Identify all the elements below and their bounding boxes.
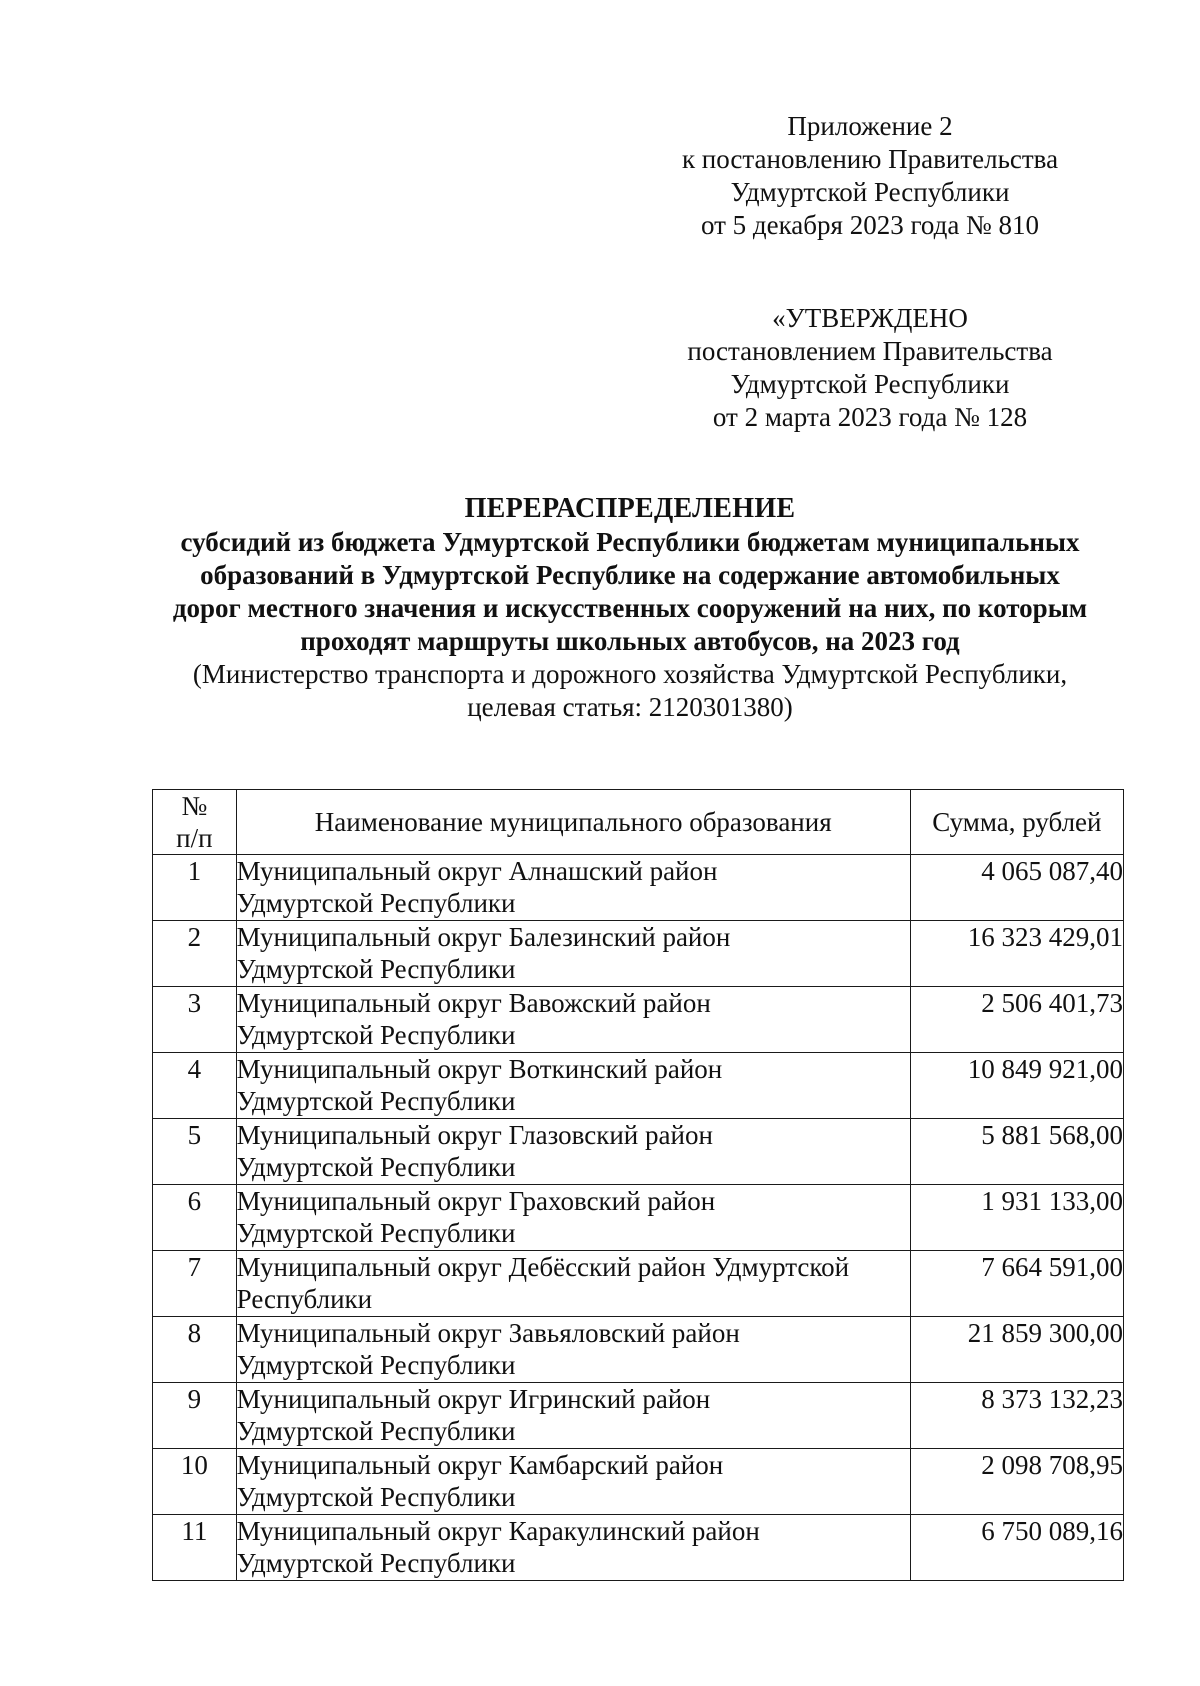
row-number: 11	[153, 1515, 237, 1581]
table-row	[153, 1251, 1124, 1317]
row-name	[236, 1119, 910, 1185]
appendix-line: к постановлению Правительства	[681, 144, 1059, 174]
row-name-line: Удмуртской Республики	[236, 888, 516, 918]
row-name-line: Муниципальный округ Дебёсский район Удмуртской	[236, 1252, 850, 1282]
row-name	[236, 855, 910, 921]
table-row	[153, 1383, 1124, 1449]
subtitle-line: субсидий из бюджета Удмуртской Республики бюджетам муниципальных	[180, 527, 1080, 557]
row-name-line: Удмуртской Республики	[236, 1020, 516, 1050]
row-name-line: Удмуртской Республики	[236, 1218, 516, 1248]
row-name	[236, 921, 910, 987]
header-sum: Сумма, рублей	[910, 790, 1123, 855]
row-name-line: Удмуртской Республики	[236, 1482, 516, 1512]
row-number: 5	[153, 1119, 237, 1185]
appendix-line: Приложение 2	[787, 111, 953, 141]
row-name	[236, 1317, 910, 1383]
table-row	[153, 1119, 1124, 1185]
row-sum: 16 323 429,01	[910, 921, 1123, 987]
table-row	[153, 1053, 1124, 1119]
row-name-line: Удмуртской Республики	[236, 954, 516, 984]
header-number-symbol: №	[181, 791, 208, 821]
row-number: 4	[153, 1053, 237, 1119]
header-number-abbrev: п/п	[176, 823, 213, 853]
header-name: Наименование муниципального образования	[236, 790, 910, 855]
row-name-line: Муниципальный округ Воткинский район	[236, 1054, 723, 1084]
row-sum: 2 098 708,95	[910, 1449, 1123, 1515]
document-heading	[130, 492, 1130, 724]
row-name-line: Муниципальный округ Камбарский район	[236, 1450, 724, 1480]
approval-line: Удмуртской Республики	[730, 369, 1010, 399]
row-name	[236, 1251, 910, 1317]
row-sum: 5 881 568,00	[910, 1119, 1123, 1185]
row-name-line: Муниципальный округ Алнашский район	[236, 856, 718, 886]
row-name-line: Республики	[236, 1284, 373, 1314]
table-row	[153, 921, 1124, 987]
row-name-line: Муниципальный округ Граховский район	[236, 1186, 716, 1216]
row-name-line: Удмуртской Республики	[236, 1548, 516, 1578]
row-name	[236, 1383, 910, 1449]
row-number: 7	[153, 1251, 237, 1317]
row-name	[236, 1053, 910, 1119]
row-sum: 21 859 300,00	[910, 1317, 1123, 1383]
row-name-line: Муниципальный округ Игринский район	[236, 1384, 711, 1414]
ministry-note-line: (Министерство транспорта и дорожного хозяйства Удмуртской Республики,	[192, 659, 1068, 689]
row-sum: 2 506 401,73	[910, 987, 1123, 1053]
approval-line: «УТВЕРЖДЕНО	[772, 303, 968, 333]
subtitle-line: проходят маршруты школьных автобусов, на 2023 год	[300, 626, 960, 656]
row-sum: 4 065 087,40	[910, 855, 1123, 921]
row-name	[236, 987, 910, 1053]
appendix-line: Удмуртской Республики	[730, 177, 1010, 207]
subsidies-table	[152, 789, 1124, 1581]
row-name-line: Муниципальный округ Балезинский район	[236, 922, 731, 952]
row-name	[236, 1185, 910, 1251]
row-name-line: Муниципальный округ Глазовский район	[236, 1120, 713, 1150]
row-name	[236, 1515, 910, 1581]
appendix-line: от 5 декабря 2023 года № 810	[700, 210, 1040, 240]
row-sum: 7 664 591,00	[910, 1251, 1123, 1317]
table-row	[153, 987, 1124, 1053]
row-name-line: Удмуртской Республики	[236, 1416, 516, 1446]
table-row	[153, 855, 1124, 921]
row-sum: 1 931 133,00	[910, 1185, 1123, 1251]
row-sum: 6 750 089,16	[910, 1515, 1123, 1581]
target-article-line: целевая статья: 2120301380)	[467, 692, 793, 722]
row-number: 8	[153, 1317, 237, 1383]
subtitle-line: дорог местного значения и искусственных сооружений на них, по которым	[172, 593, 1088, 623]
approval-line: постановлением Правительства	[687, 336, 1053, 366]
row-number: 10	[153, 1449, 237, 1515]
row-name-line: Удмуртской Республики	[236, 1152, 516, 1182]
row-number: 6	[153, 1185, 237, 1251]
row-name-line: Муниципальный округ Вавожский район	[236, 988, 711, 1018]
header-number	[153, 790, 237, 855]
table-row	[153, 1317, 1124, 1383]
row-number: 2	[153, 921, 237, 987]
row-name-line: Удмуртской Республики	[236, 1350, 516, 1380]
row-sum: 10 849 921,00	[910, 1053, 1123, 1119]
table-row	[153, 1185, 1124, 1251]
table-row	[153, 1449, 1124, 1515]
approval-line: от 2 марта 2023 года № 128	[712, 402, 1028, 432]
row-sum: 8 373 132,23	[910, 1383, 1123, 1449]
row-number: 9	[153, 1383, 237, 1449]
row-name-line: Муниципальный округ Каракулинский район	[236, 1516, 760, 1546]
approval-stamp-block	[640, 302, 1100, 434]
subtitle-line: образований в Удмуртской Республике на содержание автомобильных	[200, 560, 1060, 590]
document-title: ПЕРЕРАСПРЕДЕЛЕНИЕ	[464, 493, 796, 524]
row-number: 1	[153, 855, 237, 921]
row-name-line: Муниципальный округ Завьяловский район	[236, 1318, 740, 1348]
table-header-row	[153, 790, 1124, 855]
row-name	[236, 1449, 910, 1515]
table-row	[153, 1515, 1124, 1581]
appendix-block	[640, 110, 1100, 242]
row-name-line: Удмуртской Республики	[236, 1086, 516, 1116]
row-number: 3	[153, 987, 237, 1053]
